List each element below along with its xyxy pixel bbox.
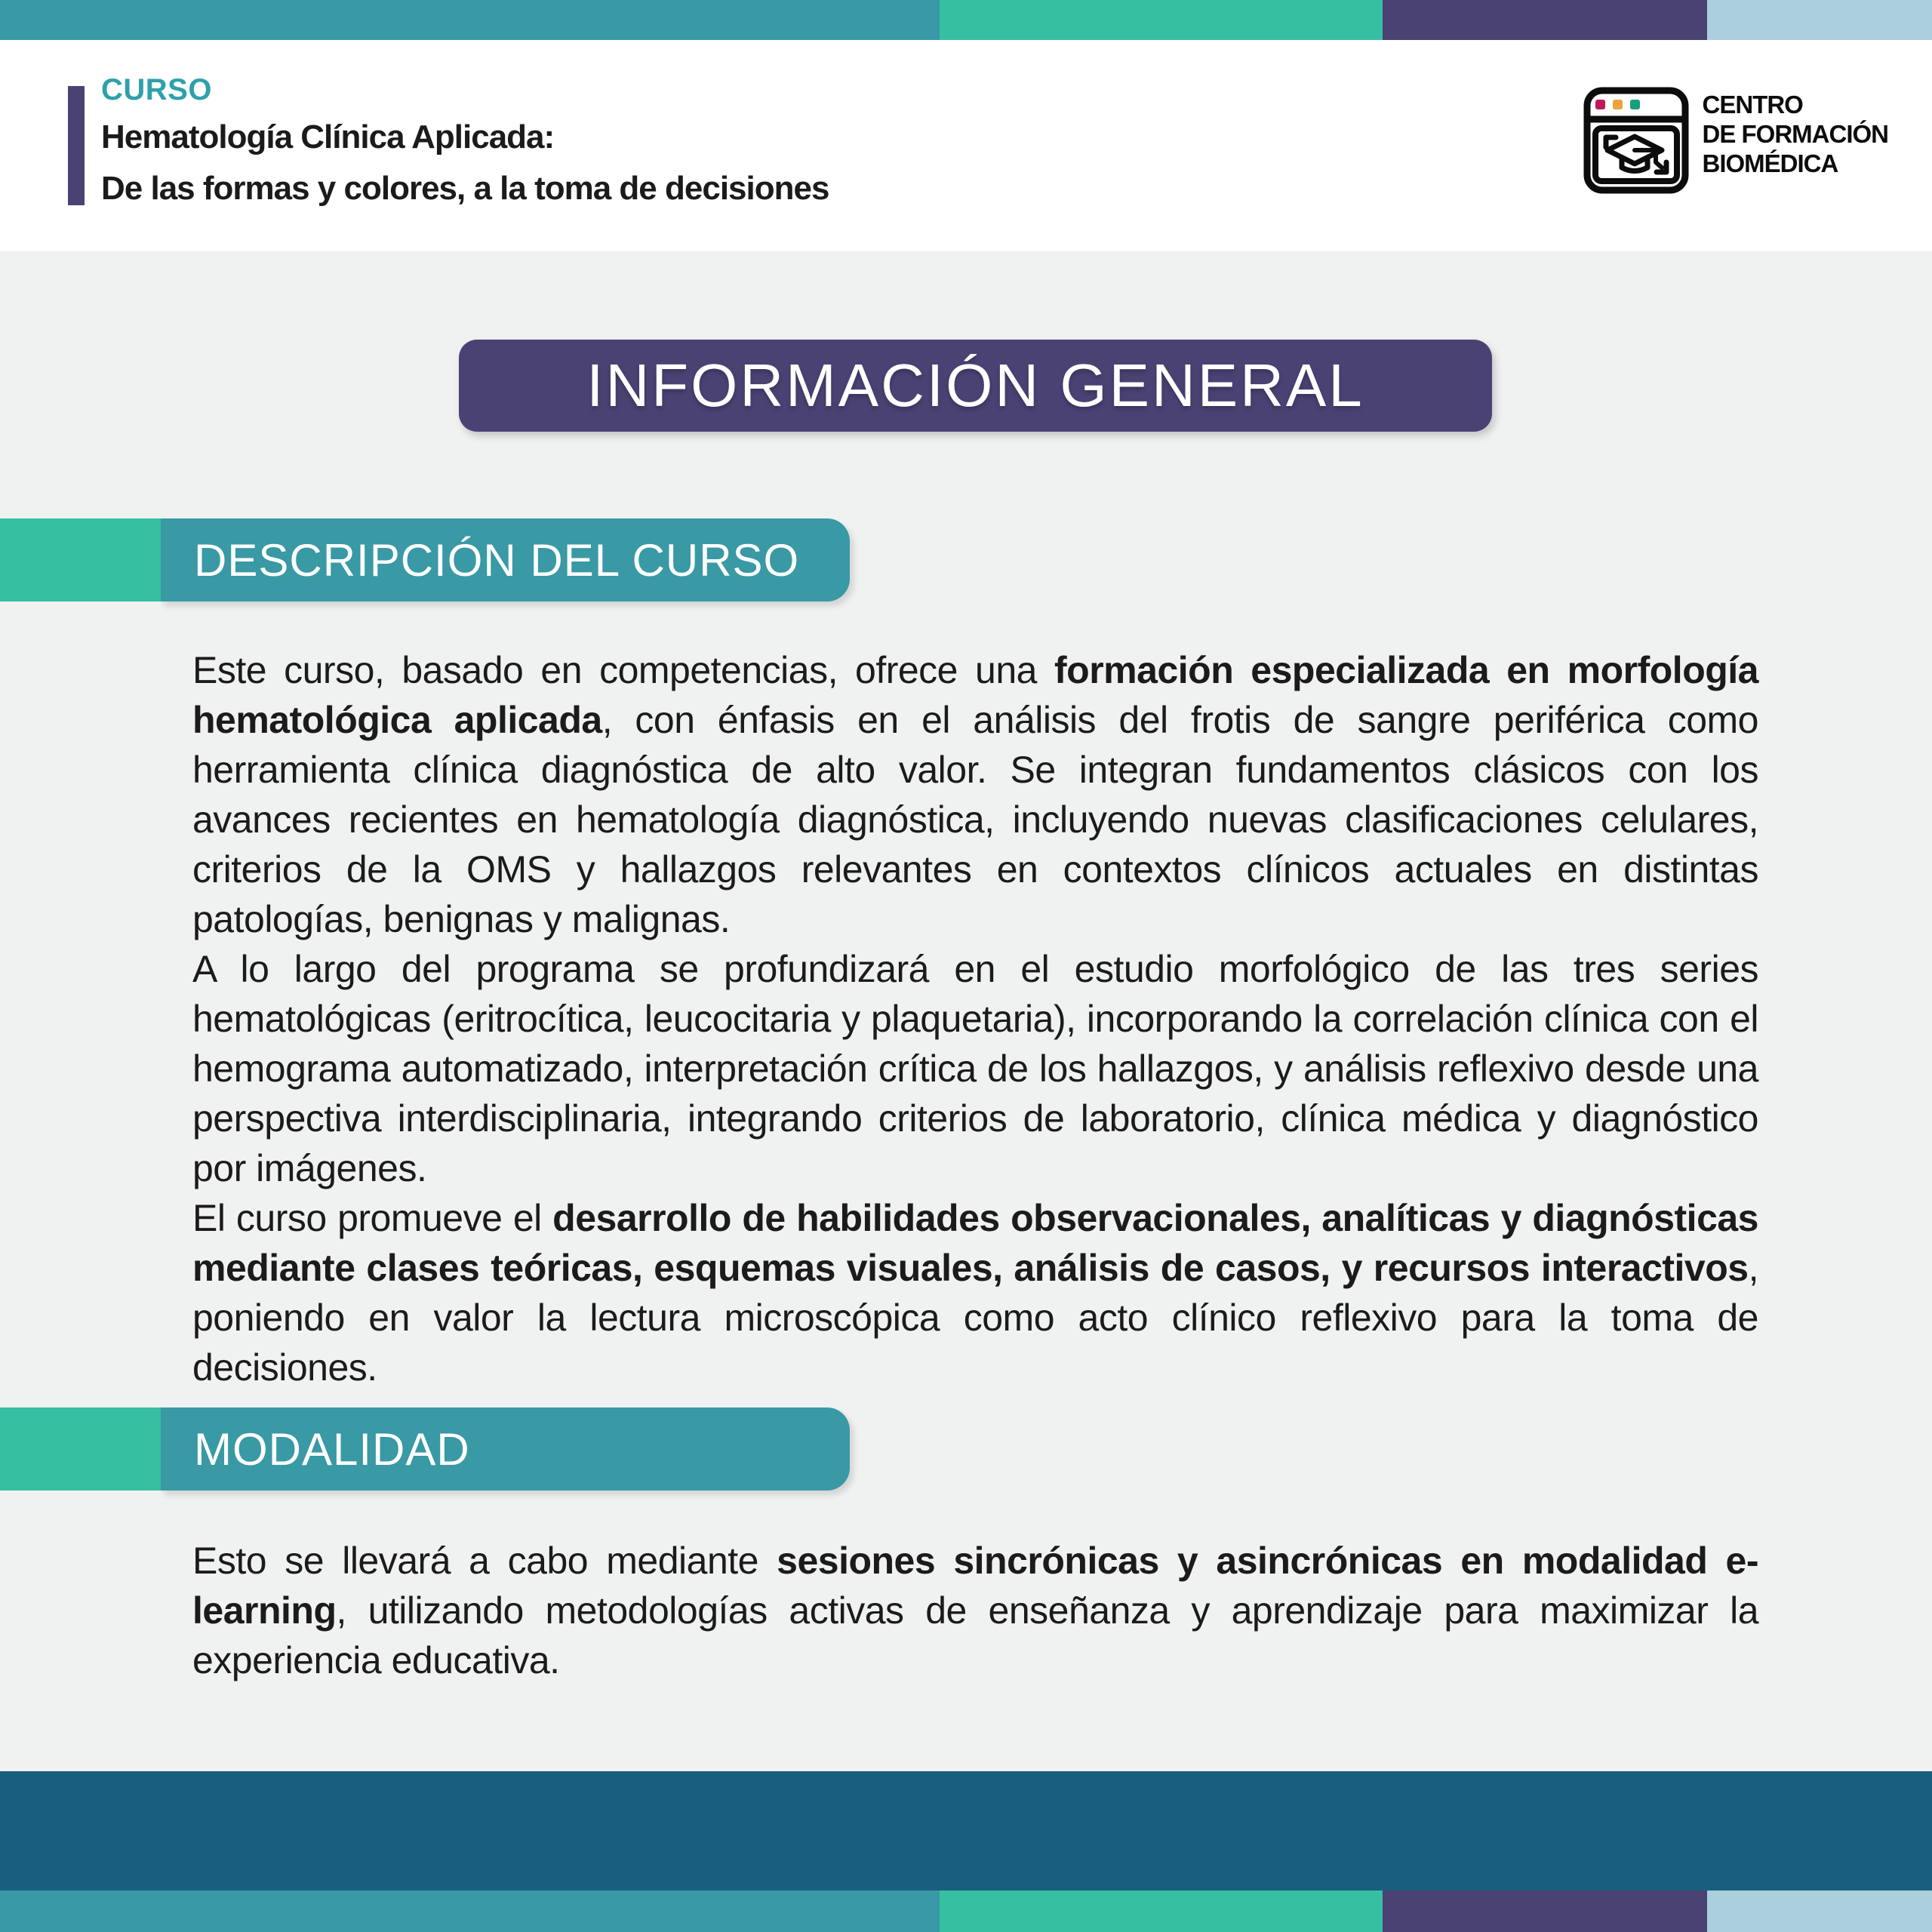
stripe-lightblue xyxy=(1707,1890,1932,1932)
section-header-green-stub xyxy=(0,518,161,601)
section-header-label: MODALIDAD xyxy=(161,1407,850,1491)
org-logo xyxy=(1583,87,1889,194)
description-paragraph-1: Este curso, basado en competencias, ofrece una formación especializada en morfología hematológica aplicada, con énfasis en el análisis del frotis de sangre periférica como herramienta clínica diagnóstica de alto valor. Se integran fundamentos clásicos con los avances recientes en hematología diagnóstica, incluyendo nuevas clasificaciones celulares, criterios de la OMS y hallazgos relevantes en contextos clínicos actuales en distintas patologías, benignas y malignas. xyxy=(192,649,1758,940)
org-logo-line3: BIOMÉDICA xyxy=(1702,149,1838,177)
header-text-block xyxy=(101,73,829,210)
section-header-descripcion xyxy=(0,518,850,601)
course-description-text xyxy=(192,645,1758,1392)
course-title-line2: De las formas y colores, a la toma de decisiones xyxy=(101,170,829,207)
header xyxy=(0,40,1932,251)
footer-dark-band xyxy=(0,1771,1932,1890)
browser-graduation-cap-icon xyxy=(1583,87,1689,194)
stripe-purple xyxy=(1383,1890,1707,1932)
top-stripe-bar xyxy=(0,0,1932,40)
purple-accent-bar xyxy=(68,86,85,205)
info-general-banner: INFORMACIÓN GENERAL xyxy=(459,340,1492,432)
course-title-line1: Hematología Clínica Aplicada: xyxy=(101,118,555,155)
stripe-green xyxy=(940,1890,1383,1932)
stripe-green xyxy=(940,0,1383,40)
section-header-green-stub xyxy=(0,1407,161,1491)
description-paragraph-2: A lo largo del programa se profundizará en el estudio morfológico de las tres series hematológicas (eritrocítica, leucocitaria y plaquetaria), incorporando la correlación clínica con el hemograma automatizado, interpretación crítica de los hallazgos, y análisis reflexivo desde una perspectiva interdisciplinaria, integrando criterios de laboratorio, clínica médica y diagnóstico por imágenes. xyxy=(192,948,1758,1189)
stripe-teal xyxy=(0,0,940,40)
stripe-teal xyxy=(0,1890,940,1932)
section-header-label: DESCRIPCIÓN DEL CURSO xyxy=(161,518,850,601)
bottom-stripe-bar xyxy=(0,1890,1932,1932)
stripe-purple xyxy=(1383,0,1707,40)
main-content xyxy=(0,251,1932,1771)
org-logo-line2: DE FORMACIÓN xyxy=(1702,120,1888,148)
org-logo-text xyxy=(1703,90,1889,178)
stripe-lightblue xyxy=(1707,0,1932,40)
org-logo-line1: CENTRO xyxy=(1702,91,1803,118)
description-paragraph-3: El curso promueve el desarrollo de habilidades observacionales, analíticas y diagnósticas mediante clases teóricas, esquemas visuales, análisis de casos, y recursos interactivos, poniendo en valor la lectura microscópica como acto clínico reflexivo para la toma de decisiones. xyxy=(192,1197,1758,1389)
modality-text xyxy=(192,1536,1758,1685)
section-header-modalidad xyxy=(0,1407,850,1491)
modality-paragraph-1: Esto se llevará a cabo mediante sesiones sincrónicas y asincrónicas en modalidad e-learning, utilizando metodologías activas de enseñanza y aprendizaje para maximizar la experiencia educativa. xyxy=(192,1540,1759,1681)
course-kicker: CURSO xyxy=(101,73,212,106)
